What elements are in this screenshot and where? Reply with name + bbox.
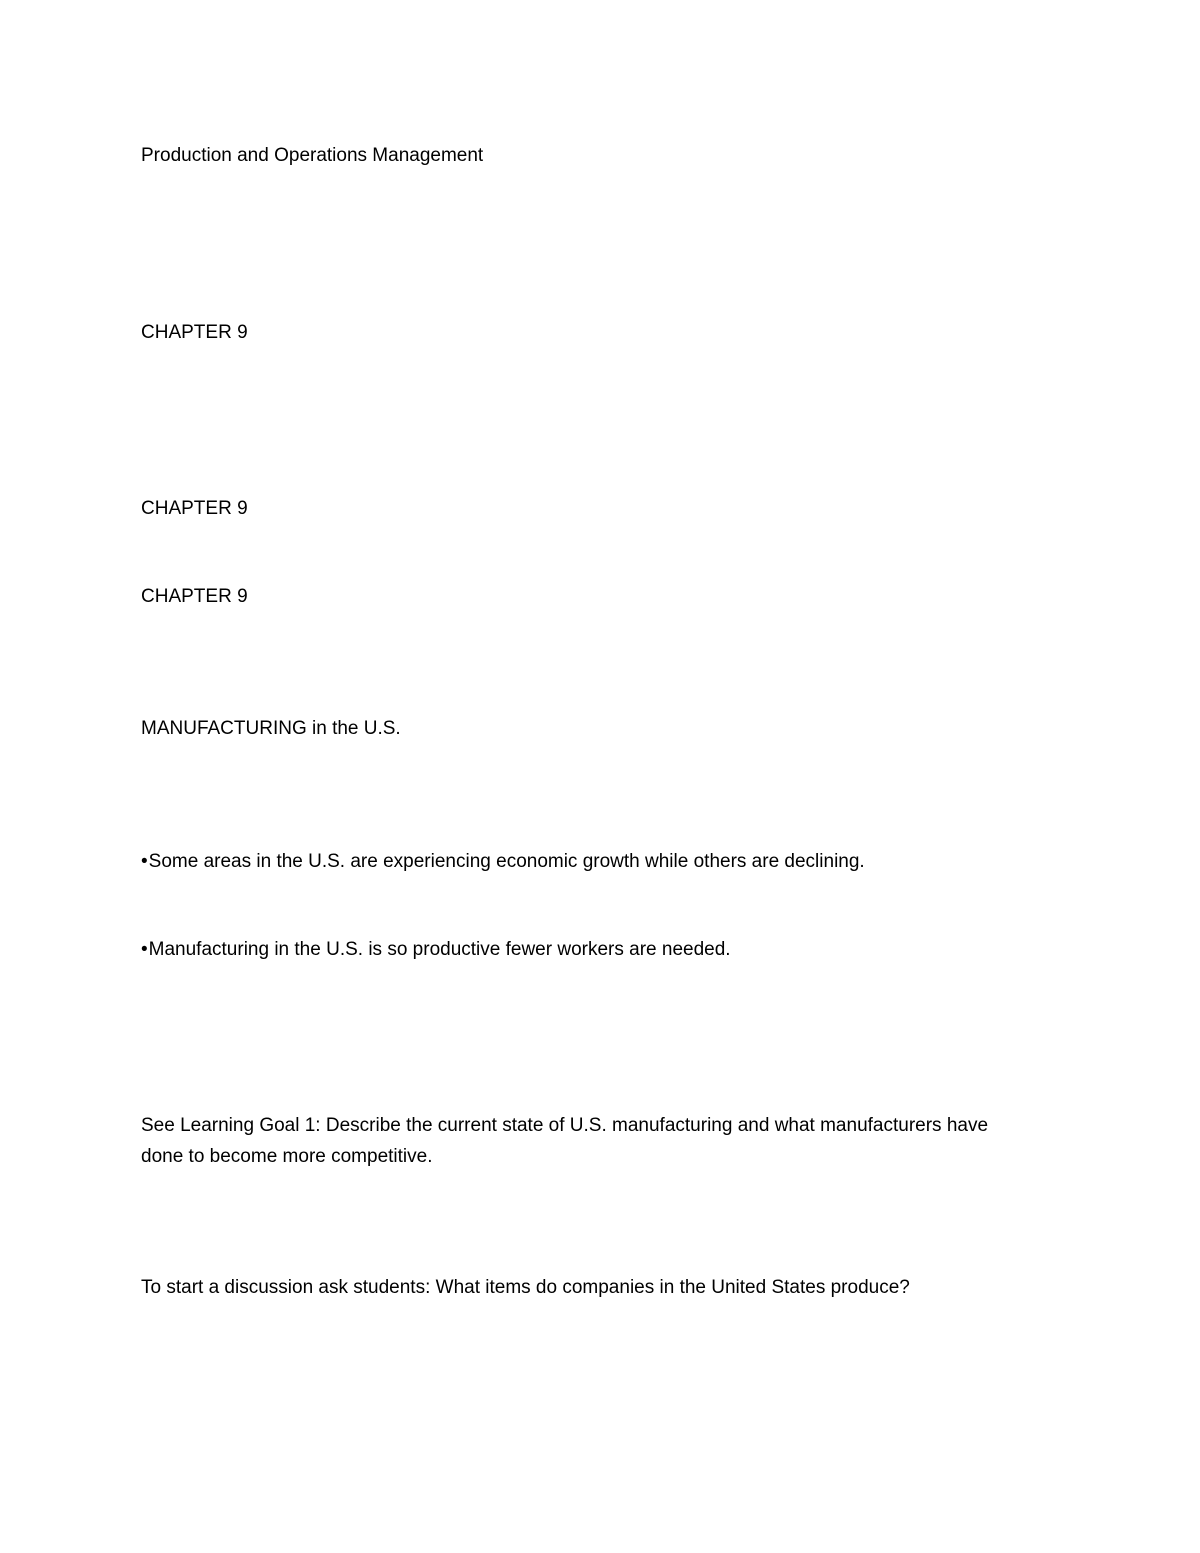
bullet-text: Some areas in the U.S. are experiencing economic growth while others are declining. (148, 851, 865, 872)
document-title: Production and Operations Management (141, 145, 484, 166)
bullet-item-1 (141, 846, 865, 877)
discussion-prompt: To start a discussion ask students: What items do companies in the United States produce? (141, 1277, 910, 1298)
bullet-icon: • (141, 851, 148, 872)
bullet-text: Manufacturing in the U.S. is so productive fewer workers are needed. (148, 939, 731, 960)
bullet-icon: • (141, 939, 148, 960)
chapter-heading-1: CHAPTER 9 (141, 322, 248, 343)
learning-goal-paragraph: See Learning Goal 1: Describe the current state of U.S. manufacturing and what manufacturers have done to become more competitive. (141, 1115, 989, 1167)
chapter-heading-2: CHAPTER 9 (141, 498, 248, 519)
bullet-item-2 (141, 934, 731, 965)
section-heading: MANUFACTURING in the U.S. (141, 718, 401, 739)
chapter-heading-3: CHAPTER 9 (141, 586, 248, 607)
